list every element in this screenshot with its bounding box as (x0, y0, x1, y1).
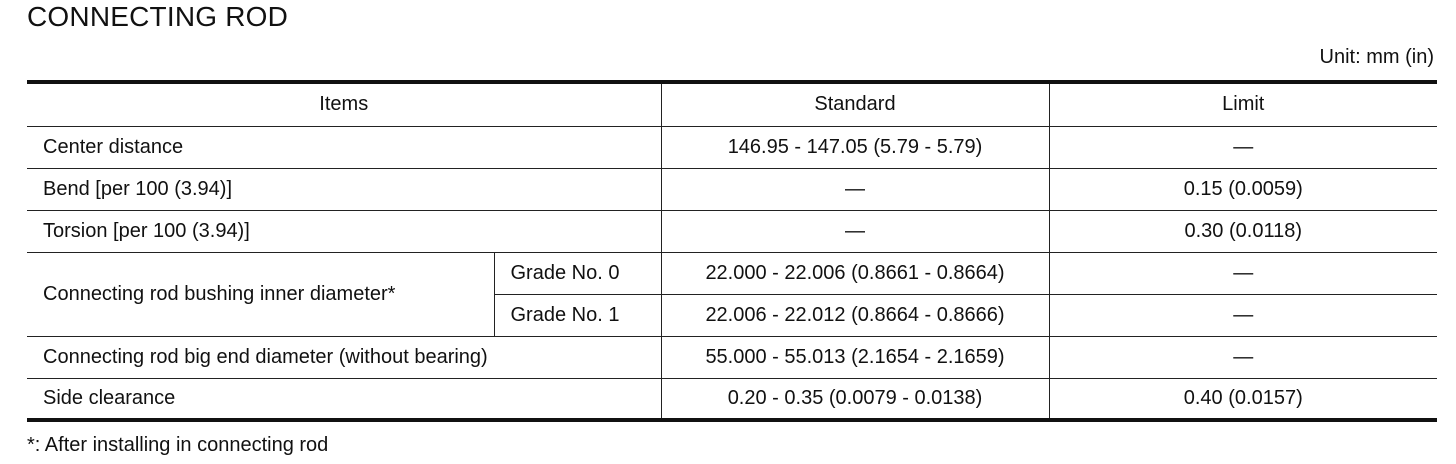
standard-cell: 22.000 - 22.006 (0.8661 - 0.8664) (661, 252, 1049, 294)
header-limit: Limit (1049, 82, 1437, 126)
connecting-rod-spec-table (27, 80, 1437, 422)
item-bushing-inner-diameter: Connecting rod bushing inner diameter* (27, 252, 494, 336)
standard-cell: — (661, 210, 1049, 252)
item-big-end-diameter: Connecting rod big end diameter (without bearing) (27, 336, 661, 378)
unit-label: Unit: mm (in) (1319, 46, 1434, 68)
item-torsion: Torsion [per 100 (3.94)] (27, 210, 661, 252)
limit-cell: 0.15 (0.0059) (1049, 168, 1437, 210)
limit-cell: — (1049, 336, 1437, 378)
item-bend: Bend [per 100 (3.94)] (27, 168, 661, 210)
table-row (27, 210, 1437, 252)
header-items: Items (27, 82, 661, 126)
table-row (27, 126, 1437, 168)
standard-cell: 55.000 - 55.013 (2.1654 - 2.1659) (661, 336, 1049, 378)
page-title: CONNECTING ROD (27, 1, 289, 32)
table-row (27, 252, 1437, 294)
limit-cell: — (1049, 252, 1437, 294)
table-row (27, 336, 1437, 378)
standard-cell: 146.95 - 147.05 (5.79 - 5.79) (661, 126, 1049, 168)
limit-cell: 0.30 (0.0118) (1049, 210, 1437, 252)
footnote: *: After installing in connecting rod (27, 434, 329, 456)
standard-cell: 22.006 - 22.012 (0.8664 - 0.8666) (661, 294, 1049, 336)
standard-cell: — (661, 168, 1049, 210)
header-standard: Standard (661, 82, 1049, 126)
grade-cell: Grade No. 0 (494, 252, 661, 294)
limit-cell: 0.40 (0.0157) (1049, 378, 1437, 420)
limit-cell: — (1049, 294, 1437, 336)
standard-cell: 0.20 - 0.35 (0.0079 - 0.0138) (661, 378, 1049, 420)
item-center-distance: Center distance (27, 126, 661, 168)
item-side-clearance: Side clearance (27, 378, 661, 420)
limit-cell: — (1049, 126, 1437, 168)
table-row (27, 168, 1437, 210)
table-header-row (27, 82, 1437, 126)
table-row (27, 378, 1437, 420)
grade-cell: Grade No. 1 (494, 294, 661, 336)
